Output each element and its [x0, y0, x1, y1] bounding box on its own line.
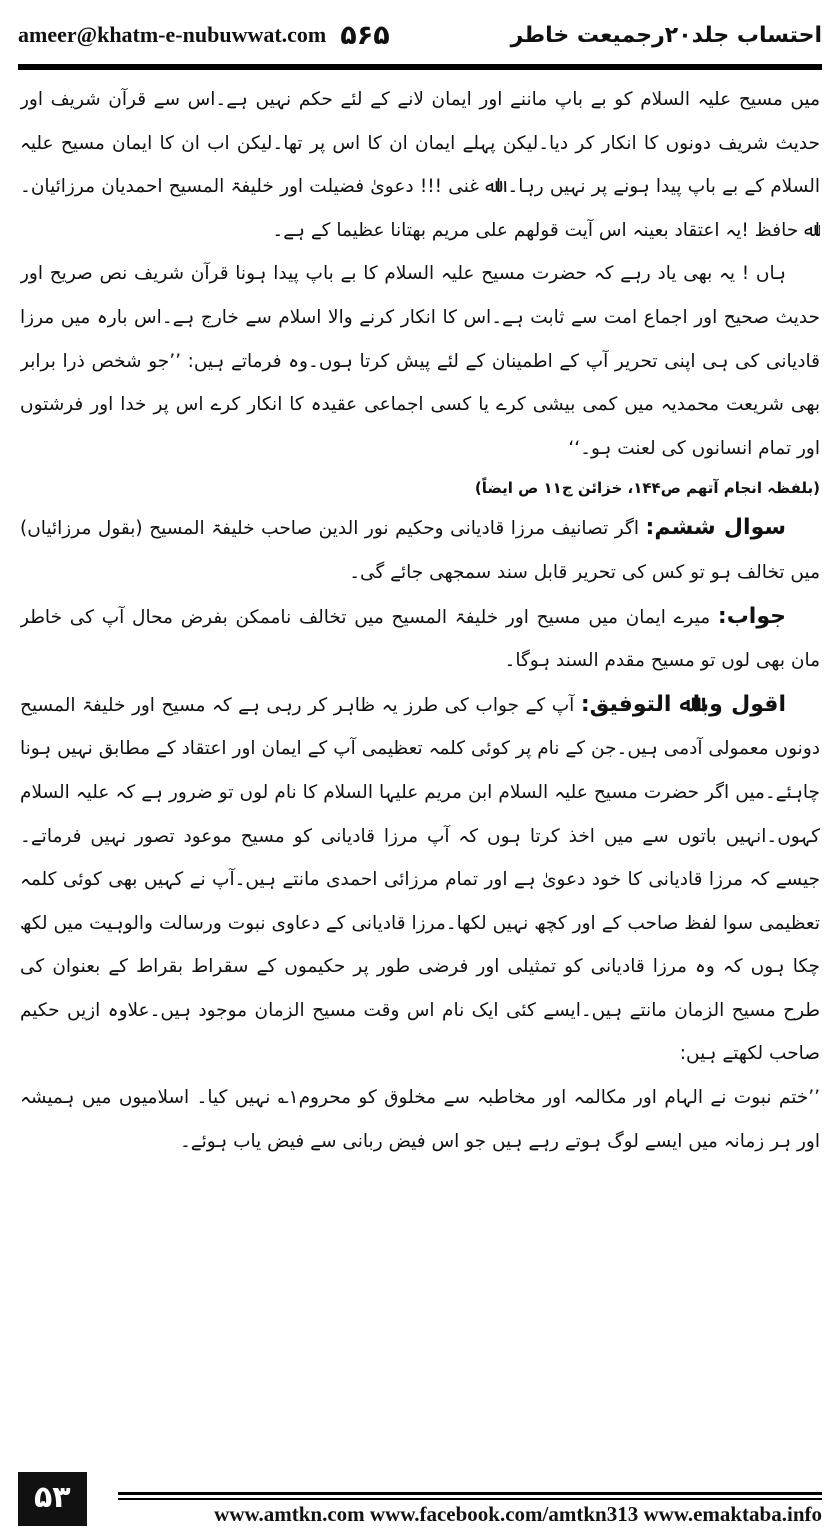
answer-label: جواب: — [717, 603, 786, 629]
page-header — [18, 10, 822, 60]
footer-rule-thin — [118, 1498, 822, 1500]
reference-citation: (بلفظہ انجام آتھم ص۱۴۴، خزائن ج۱۱ ص ایضاً) — [474, 479, 820, 498]
header-title: احتساب جلد۲۰رجمیعت خاطر — [510, 22, 822, 48]
paragraph-2: ہاں ! یہ بھی یاد رہے کہ حضرت مسیح علیہ السلام کا بے باپ پیدا ہونا قرآن شریف نص صریح اور حدیث صحیح اور اجماع امت سے ثابت ہے۔اس کا انکار کرنے والا اسلام سے خارج ہے۔اس بارہ میں مرزا قادیانی کی ہی اپنی تحریر آپ کے اطمینان کے لئے پیش کرتا ہوں۔وہ فرماتے ہیں: ’’جو شخص ذرا برابر بھی شریعت محمدیہ میں کمی بیشی کرے یا کسی اجماعی عقیدہ کا انکار کرے اس پر خدا اور فرشتوں اور تمام انسانوں کی لعنت ہو۔‘‘ — [20, 263, 820, 459]
aqool-text: آپ کے جواب کی طرز یہ ظاہر کر رہی ہے کہ مسیح اور خلیفۃ المسیح دونوں معمولی آدمی ہیں۔جن کے نام پر کوئی کلمہ تعظیمی آپ کے ایمان اور اعتقاد کے مطابق نہیں ہونا چاہئے۔میں اگر حضرت مسیح علیہ السلام ابن مریم علیہا السلام کا نام لوں تو ضرور ہے کہ علیہ السلام کہوں۔انہیں باتوں سے میں اخذ کرتا ہوں کہ آپ مرزا قادیانی کو مسیح موعود تصور نہیں فرماتے۔ جیسے کہ مرزا قادیانی کا خود دعویٰ ہے اور تمام مرزائی احمدی مانتے ہیں۔آپ نے کہیں بھی کوئی کلمہ تعظیمی سوا لفظ صاحب کے اور کچھ نہیں لکھا۔مرزا قادیانی کے دعاوی نبوت ورسالت والوہیت میں لکھ چکا ہوں کہ وہ مرزا قادیانی کو تمثیلی اور فرضی طور پر حکیموں کے سقراط بقراط کے بعنوان کی طرح مسیح الزمان مانتے ہیں۔ایسے کئی ایک نام اس وقت مسیح الزمان موجود ہیں۔علاوہ ازیں حکیم صاحب لکھتے ہیں: — [20, 694, 820, 1065]
header-left — [18, 20, 390, 51]
page-footer — [0, 1468, 840, 1540]
answer-text: میرے ایمان میں مسیح اور خلیفۃ المسیح میں تخالف ناممکن بفرض محال آپ کی خاطر مان بھی لوں تو مسیح مقدم السند ہوگا۔ — [20, 606, 820, 672]
footer-rule — [118, 1492, 822, 1495]
quote-paragraph: ’’ختم نبوت نے الہام اور مکالمہ اور مخاطبہ سے مخلوق کو محروم۱؎ نہیں کیا۔ اسلامیوں میں ہمیشہ اور ہر زمانہ میں ایسے لوگ ہوتے رہے ہیں جو اس فیض ربانی سے فیض یاب ہوئے۔ — [20, 1087, 820, 1152]
question-paragraph — [20, 506, 820, 594]
header-rule — [18, 64, 822, 70]
answer-paragraph — [20, 595, 820, 683]
question-label: سوال ششم: — [645, 515, 786, 541]
paragraph-1: میں مسیح علیہ السلام کو بے باپ ماننے اور ایمان لانے کے لئے حکم نہیں ہے۔اس سے قرآن شریف اور حدیث شریف دونوں کا انکار کر دیا۔لیکن پہلے ایمان ان کا اس پر تھا۔لیکن اب ان کا ایمان مسیح علیہ السلام کے بے باپ پیدا ہونے پر نہیں رہا۔ اﷲ غنی !!! دعویٰ فضیلت اور خلیفۃ المسیح احمدیان مرزائیان۔ اﷲ حافظ !یہ اعتقاد بعینہ اس آیت قولھم علی مریم بھتانا عظیما کے ہے۔ — [20, 89, 820, 241]
page-body — [20, 78, 820, 1460]
aqool-paragraph — [20, 683, 820, 1076]
footer-links[interactable]: www.amtkn.com www.facebook.com/amtkn313 www.emaktaba.info — [214, 1502, 822, 1526]
question-text: اگر تصانیف مرزا قادیانی وحکیم نور الدین صاحب خلیفۃ المسیح (بقول مرزائیاں) میں تخالف ہو تو کس کی تحریر قابل سند سمجھی جائے گی۔ — [20, 518, 820, 583]
header-page-number: ۵۶۵ — [340, 19, 390, 51]
header-email[interactable]: ameer@khatm-e-nubuwwat.com — [18, 22, 327, 47]
aqool-label: اقول وباﷲ التوفیق: — [580, 691, 786, 717]
footer-page-number: ۵۳ — [18, 1472, 87, 1526]
